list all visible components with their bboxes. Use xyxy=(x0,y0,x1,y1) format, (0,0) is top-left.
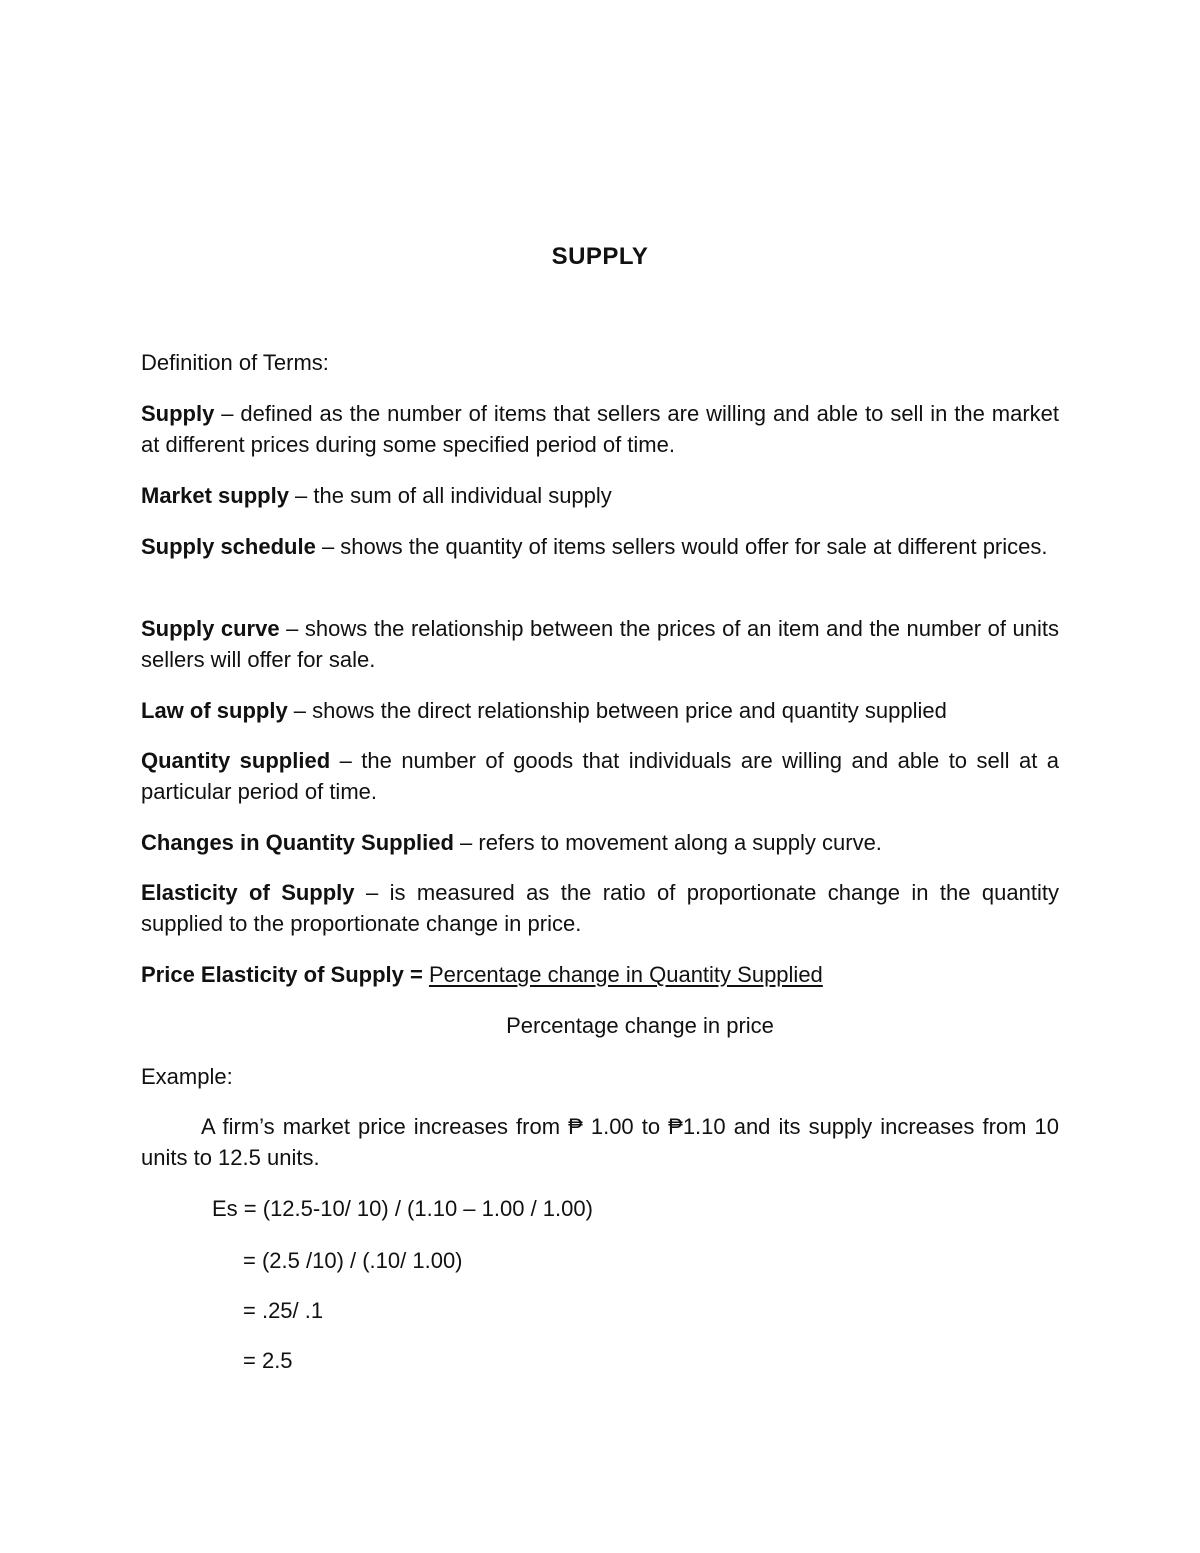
term-label: Supply xyxy=(141,401,215,426)
term-definition: – shows the relationship between the prices of an item and the number of units sellers will offer for sale. xyxy=(141,616,1059,672)
section-heading: Definition of Terms: xyxy=(141,350,329,375)
definition-elasticity-of-supply xyxy=(141,877,1059,939)
example-text xyxy=(141,1111,1059,1173)
term-label: Elasticity of Supply xyxy=(141,880,355,905)
example-heading: Example: xyxy=(141,1064,233,1089)
definition-law-of-supply xyxy=(141,695,1059,726)
definition-market-supply xyxy=(141,480,1059,511)
term-label: Changes in Quantity Supplied xyxy=(141,830,454,855)
formula-line xyxy=(141,959,1059,990)
term-definition: – defined as the number of items that sellers are willing and able to sell in the market at different prices during some specified period of time. xyxy=(141,401,1059,457)
formula-label: Price Elasticity of Supply = xyxy=(141,962,423,987)
term-definition: – the number of goods that individuals are willing and able to sell at a particular period of time. xyxy=(141,748,1059,804)
page-title: SUPPLY xyxy=(551,243,649,270)
term-label: Supply curve xyxy=(141,616,280,641)
term-definition: – the sum of all individual supply xyxy=(288,483,612,508)
calculation-step: Es = (12.5-10/ 10) / (1.10 – 1.00 / 1.00) xyxy=(212,1196,593,1221)
calculation-result: = 2.5 xyxy=(243,1348,293,1373)
definition-quantity-supplied xyxy=(141,745,1059,807)
term-label: Quantity supplied xyxy=(141,748,331,773)
term-definition: – shows the quantity of items sellers would offer for sale at different prices. xyxy=(315,534,1048,559)
calculation-step: = (2.5 /10) / (.10/ 1.00) xyxy=(243,1248,463,1273)
term-label: Supply schedule xyxy=(141,534,316,559)
definition-changes-in-quantity-supplied xyxy=(141,827,1059,858)
formula-numerator: Percentage change in Quantity Supplied xyxy=(428,962,823,987)
example-paragraph: A firm’s market price increases from ₱ 1.00 to ₱1.10 and its supply increases from 10 units to 12.5 units. xyxy=(141,1114,1059,1170)
formula-denominator: Percentage change in price xyxy=(506,1013,774,1038)
definition-supply-curve xyxy=(141,613,1059,675)
term-definition: – shows the direct relationship between price and quantity supplied xyxy=(287,698,947,723)
term-label: Market supply xyxy=(141,483,289,508)
definition-supply-schedule xyxy=(141,531,1059,562)
definition-supply xyxy=(141,398,1059,460)
calculation-step: = .25/ .1 xyxy=(243,1298,324,1323)
term-definition: – is measured as the ratio of proportionate change in the quantity supplied to the proportionate change in price. xyxy=(141,880,1059,936)
term-label: Law of supply xyxy=(141,698,288,723)
term-definition: – refers to movement along a supply curve. xyxy=(453,830,882,855)
